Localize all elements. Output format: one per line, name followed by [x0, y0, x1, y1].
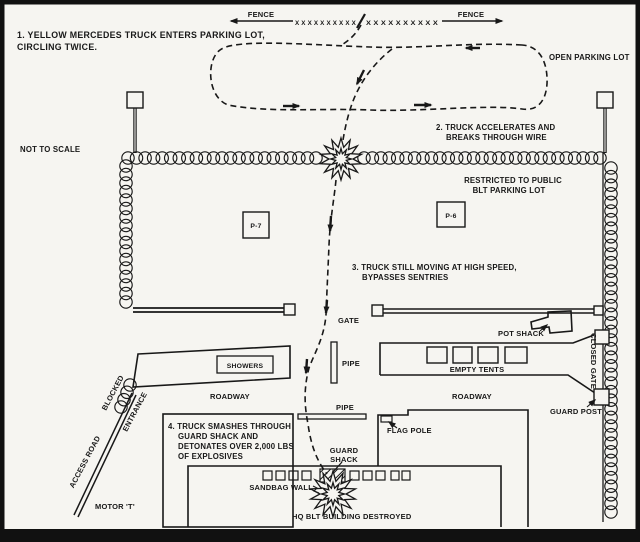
tent-2 — [453, 347, 472, 363]
tent-1 — [427, 347, 447, 363]
pipe-vertical-label: PIPE — [342, 359, 360, 368]
flag-pole-label: FLAG POLE — [387, 426, 432, 435]
truck-path-descent-to-wire — [341, 49, 392, 149]
truck-path-loop — [211, 43, 547, 110]
gate-post-right — [372, 305, 383, 316]
guard-post-square — [594, 389, 609, 405]
hq-destroyed-label: HQ BLT BUILDING DESTROYED — [292, 512, 412, 521]
page-border — [2, 2, 638, 535]
guard-shack-label-line1: GUARD — [329, 446, 359, 455]
sign-p6-label: P-6 — [445, 213, 457, 220]
gate-label: GATE — [338, 316, 360, 325]
vertical-pipe — [331, 342, 337, 383]
access-road-label: ACCESS ROAD — [67, 434, 103, 490]
empty-tents-enclosure — [380, 335, 595, 393]
path-arrow-gate — [326, 300, 327, 313]
horizontal-pipe — [298, 414, 366, 419]
guard-shack-label-line2: SHACK — [330, 455, 358, 464]
restricted-lot-label-line2: BLT PARKING LOT — [472, 186, 546, 195]
step2-note-line1: 2. TRUCK ACCELERATES AND — [436, 123, 556, 132]
roadway-lower-label: ROADWAY — [452, 392, 492, 401]
step3-note-line1: 3. TRUCK STILL MOVING AT HIGH SPEED, — [352, 263, 517, 272]
roadway-upper-label: ROADWAY — [210, 392, 250, 401]
step4-note-line4: OF EXPLOSIVES — [178, 452, 243, 461]
open-parking-lot-label: OPEN PARKING LOT — [549, 53, 630, 62]
step1-note-line1: 1. YELLOW MERCEDES TRUCK ENTERS PARKING LOT, — [17, 30, 265, 40]
sign-p7-label: P-7 — [250, 223, 262, 230]
step4-note-line3: DETONATES OVER 2,000 LBS — [178, 442, 294, 451]
step4-note-line1: 4. TRUCK SMASHES THROUGH — [168, 422, 292, 431]
sandbag-wall-label: SANDBAG WALL — [249, 483, 313, 492]
showers-building — [133, 346, 290, 387]
left-pole — [127, 92, 143, 153]
entrance-label: ENTRANCE — [120, 390, 149, 434]
sign-p6 — [437, 202, 465, 227]
motor-t-label: MOTOR 'T' — [95, 502, 135, 511]
fence-label-right: FENCE — [457, 10, 485, 19]
step4-note-line2: GUARD SHACK AND — [178, 432, 259, 441]
restricted-lot-label-line1: RESTRICTED TO PUBLIC — [464, 176, 562, 185]
top-fence — [231, 10, 502, 28]
page-border-bottom — [0, 529, 640, 542]
gate-post-left — [284, 304, 295, 315]
not-to-scale-label: NOT TO SCALE — [20, 145, 81, 154]
fence-x-marks-right: X X X X X X X X X X — [366, 20, 439, 27]
step2-note-line2: BREAKS THROUGH WIRE — [446, 133, 547, 142]
step1-note-line2: CIRCLING TWICE. — [17, 42, 98, 52]
fence-x-marks-left: X X X X X X X X X X — [295, 20, 357, 27]
tent-4 — [505, 347, 527, 363]
pot-shack-label: POT SHACK — [498, 329, 544, 338]
empty-tents-label: EMPTY TENTS — [449, 365, 505, 374]
blocked-label: BLOCKED — [99, 373, 126, 412]
flag-pole-marker — [381, 416, 392, 422]
closed-gate-label: CLOSED GATE — [589, 333, 598, 389]
tent-3 — [478, 347, 498, 363]
right-pole — [597, 92, 613, 153]
concertina-wire-top-left — [122, 152, 322, 164]
concertina-wire-left-column — [120, 160, 132, 308]
truck-path — [211, 25, 547, 474]
gate-post-far-right — [594, 306, 603, 315]
pipe-horizontal-label: PIPE — [336, 403, 354, 412]
path-arrow-restricted-lot — [330, 216, 331, 231]
step3-note-line2: BYPASSES SENTRIES — [362, 273, 449, 282]
showers-label: SHOWERS — [226, 363, 264, 370]
fence-label-left: FENCE — [247, 10, 275, 19]
sign-p7 — [243, 212, 269, 238]
path-arrow-roadway — [306, 359, 307, 373]
concertina-wire-top-right — [358, 152, 606, 164]
guard-post-label: GUARD POST — [550, 407, 603, 416]
gate-bars — [133, 304, 603, 316]
